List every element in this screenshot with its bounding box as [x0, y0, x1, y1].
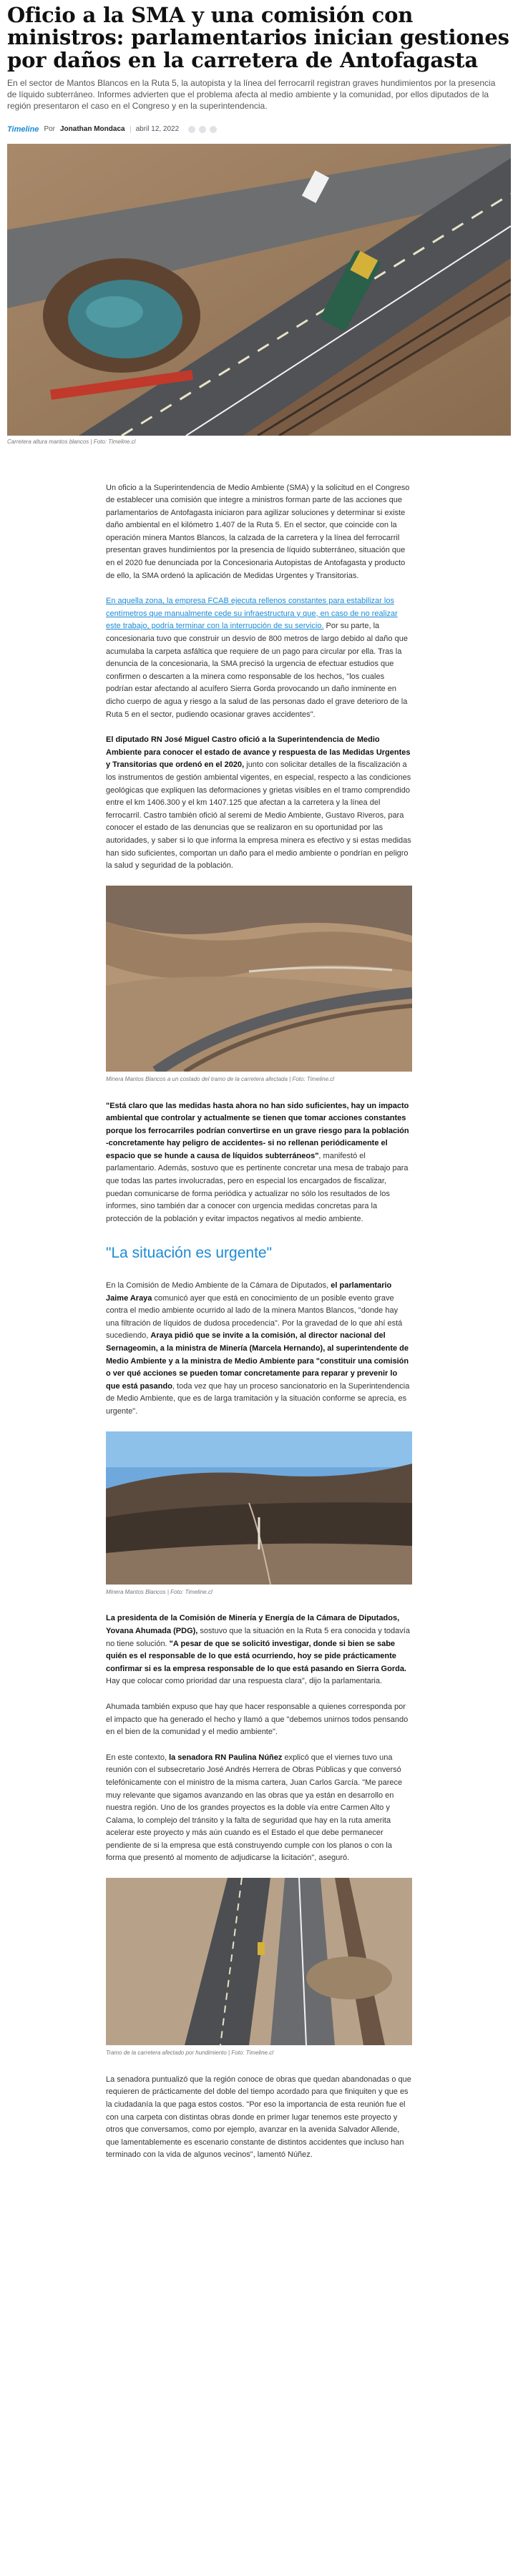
article-body	[106, 482, 412, 2163]
paragraph-5-a: En la Comisión de Medio Ambiente de la Cámara de Diputados,	[106, 1281, 331, 1291]
paragraph-5	[106, 1280, 412, 1419]
paragraph-6-c: "A pesar de que se solicitó investigar, donde si bien se sabe quién es el responsable de lo que está ocurriendo, hoy se pide prácticamente confirmar si es la empresa responsable de lo que está pasando en Sierra Gorda.	[106, 1639, 406, 1673]
figure-mine-slope	[106, 1431, 412, 1597]
paragraph-5-c: comunicó ayer que está en conocimiento de un posible evento grave contra el medio ambiente ocurrido al lado de la minera Mantos Blancos, "donde hay una filtración de líquidos de dudosa procedencia". Por la gravedad de lo que ahí está sucediendo,	[106, 1293, 403, 1341]
share-icons	[188, 126, 217, 133]
paragraph-6-b: sostuvo que la situación en la Ruta 5 era conocida y todavía no tiene solución.	[106, 1626, 410, 1648]
paragraph-8-a: En este contexto,	[106, 1753, 170, 1762]
paragraph-4	[106, 1100, 412, 1226]
paragraph-2-text: Por su parte, la concesionaria tuvo que construir un desvío de 800 metros de largo debido al daño que acumulaba la carpeta asfáltica que requiere de un pago para circular por ella. Tras la denuncia de la concesionaria, la SMA precisó la urgencia de efectuar estudios que confirmen o descarten a la minera como responsable de los hechos, "los cuales podrían estar afectando al acuífero Sierra Gorda provocando un daño inminente en dicho cuerpo de agua y riesgo a la salud de las personas dado el grave deterioro de la Ruta 5 en el sector, pudiendo ocasionar graves accidentes".	[106, 622, 408, 719]
hero-caption: Carretera altura mantos blancos | Foto: Timeline.cl	[7, 438, 136, 445]
paragraph-5-d: Araya pidió que se invite a la comisión, al director nacional del Sernageomin, a la ministra de Minería (Marcela Hernando), al superintendente de Medio Ambiente y a la ministra de Medio Ambiente para "constituir una comisión o ver qué acciones se pueden tomar concretamente para reparar y prevenir lo que está pasando	[106, 1331, 409, 1391]
byline-by: Por	[44, 125, 55, 133]
paragraph-3	[106, 734, 412, 873]
paragraph-6	[106, 1612, 412, 1688]
figure-mine-road	[106, 886, 412, 1084]
figure-2-caption: Minera Mantos Blancos | Foto: Timeline.cl	[106, 1588, 212, 1595]
figure-3-caption: Tramo de la carretera afectado por hundimiento | Foto: Timeline.cl	[106, 2049, 273, 2057]
paragraph-8-b: la senadora RN Paulina Núñez	[169, 1753, 283, 1762]
author-link[interactable]: Jonathan Mondaca	[60, 125, 125, 133]
publish-date: abril 12, 2022	[135, 125, 180, 133]
paragraph-7: Ahumada también expuso que hay que hacer responsable a quienes corresponda por el impacto que ha generado el hecho y llamó a que "debemos unirnos todos pensando en el bien de la comunidad y el medio ambiente".	[106, 1702, 409, 1737]
brand-logo[interactable]: Timeline	[7, 124, 39, 134]
mine-slope-photo	[106, 1431, 412, 1585]
paragraph-5-b: el parlamentario Jaime Araya	[106, 1281, 392, 1303]
hero-image	[7, 144, 511, 436]
mine-road-photo	[106, 886, 412, 1072]
section-heading: "La situación es urgente"	[106, 1245, 273, 1262]
paragraph-9: La senadora puntualizó que la región conoce de obras que quedan abandonadas o que requieren de prácticamente del doble del tiempo acordado para que finiquiten y que es la ciudadanía la que paga estos costos. "Por eso la importancia de esta reunión fue el con una carpeta con distintas obras donde en primer lugar tenemos este proyecto y otros que conversamos, como por ejemplo, avanzar en la avenida Salvador Allende, que lamentablemente es escenario constante de distintos accidentes que incluso han terminado con la vida de algunos vecinos", lamentó Núñez.	[106, 2075, 411, 2160]
paragraph-6-d: Hay que colocar como prioridad dar una respuesta clara", dijo la parlamentaria.	[106, 1677, 383, 1686]
figure-1-caption: Minera Mantos Blancos a un costado del tramo de la carretera afectada | Foto: Timeline.cl	[106, 1075, 335, 1082]
share-whatsapp-icon[interactable]	[210, 126, 217, 133]
highlight-link[interactable]: En aquella zona, la empresa FCAB ejecuta rellenos constantes para estabilizar los centímetros que manualmente cede su infraestructura y que, en caso de no realizar este trabajo, podría terminar con la interrupción de su servicio.	[106, 597, 398, 631]
headline: Oficio a la SMA y una comisión con ministros: parlamentarios inician gestiones por daños en la carretera de Antofagasta	[7, 3, 509, 72]
paragraph-8-c: explicó que el viernes tuvo una reunión con el subsecretario José Andrés Herrera de Obras Públicas y que conversó telefónicamente con el ministro de la misma cartera, Juan Carlos García. "Me parece muy relevante que sigamos avanzando en las obras que ya están en desarrollo en nuestra región. Uno de los grandes proyectos es la doble vía entre Carmen Alto y Calama, lo complejo del tránsito y la falta de seguridad que hay en la ruta amerita acelerar este proyecto y más aún cuando es el Estado el que debe permanecer pendiente de si la empresa que está construyendo cumple con los planos o con la forma que presentó al momento de adjudicarse la licitación", aseguró.	[106, 1753, 403, 1863]
subtitle: En el sector de Mantos Blancos en la Ruta 5, la autopista y la línea del ferrocarril registran graves hundimientos por la presencia de líquido subterráneo. Informes advierten que el problema afecta al medio ambiente y la comunidad, por ellos diputados de la región presentaron el caso en el Congreso y en la superintendencia.	[7, 77, 496, 112]
road-sinking-photo	[106, 1878, 412, 2045]
share-facebook-icon[interactable]	[188, 126, 195, 133]
figure-road-sinking	[106, 1878, 412, 2058]
paragraph-2	[106, 595, 412, 721]
paragraph-3-text: junto con solicitar detalles de la fiscalización a los instrumentos de gestión ambiental vigentes, en especial, respecto a las condiciones geológicas que expliquen las deformaciones y grietas visibles en el tramo comprendido entre el km 1406.300 y el km 1407.125 que afectan a la carretera y la línea del ferrocarril. Castro también ofició al seremi de Medio Ambiente, Gustavo Riveros, para conocer el estado de las denuncias que se realizaron en su oportunidad por las autoridades, y saber si lo que informa la empresa minera es efectivo y si estas medidas han sido suficientes, comportan un daño para el medio ambiente o pondrían en peligro la salud y seguridad de la población.	[106, 760, 411, 871]
paragraph-1: Un oficio a la Superintendencia de Medio Ambiente (SMA) y la solicitud en el Congreso de establecer una comisión que integre a ministros forman parte de las acciones que parlamentarios de Antofagasta iniciaron para agilizar soluciones y determinar si existe daño ambiental en el kilómetro 1.407 de la Ruta 5. En el sector, que coincide con la operación minera Mantos Blancos, la calzada de la carretera y la línea del ferrocarril presentan graves hundimientos por la presencia de líquido subterráneo, situación que en el 2020 fue denunciada por la Concesionaria Autopistas de Antofagasta y producto de ello, la SMA ordenó la aplicación de Medidas Urgentes y Transitorias.	[106, 483, 410, 580]
paragraph-4-quote: "Está claro que las medidas hasta ahora no han sido suficientes, hay un impacto ambiental que controlar y actualmente se tienen que tomar acciones constantes porque los ferrocarriles podrían convertirse en un grave riesgo para la población -concretamente hay peligro de accidentes- si no rellenan periódicamente el espacio que se hunde a causa de líquidos subterráneos"	[106, 1101, 409, 1160]
byline	[7, 125, 511, 134]
divider	[130, 126, 131, 133]
paragraph-4-text: , manifestó el parlamentario. Además, sostuvo que es pertinente concretar una mesa de trabajo para que todas las partes involucradas, pero en especial los encargados de fiscalizar, puedan comunicarse de forma periódica y actualizar no sólo los resultados de los informes, sino también dar a conocer con urgencia medidas concretas para la protección de la población y evitar impactos negativos al medio ambiente.	[106, 1151, 409, 1223]
paragraph-6-a: La presidenta de la Comisión de Minería y Energía de la Cámara de Diputados, Yovana Ahumada (PDG),	[106, 1614, 400, 1635]
share-twitter-icon[interactable]	[199, 126, 206, 133]
paragraph-5-e: , toda vez que hay un proceso sancionatorio en la Superintendencia de Medio Ambiente, que es de larga tramitación y la situación conforme se aprecia, es urgente".	[106, 1381, 410, 1416]
paragraph-8	[106, 1752, 412, 1865]
paragraph-3-bold: El diputado RN José Miguel Castro ofició a la Superintendencia de Medio Ambiente para conocer el estado de avance y respuesta de las Medidas Urgentes y Transitorias que ordenó en el 2020,	[106, 735, 411, 770]
